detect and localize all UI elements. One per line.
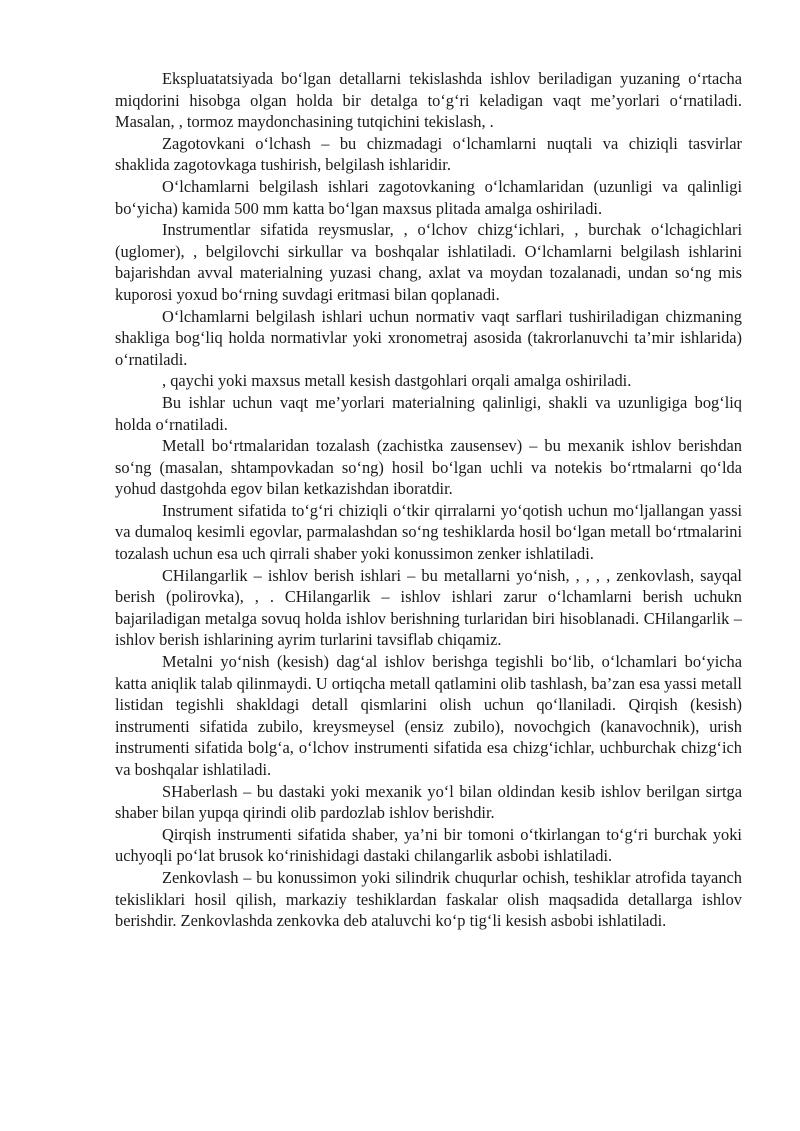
paragraph: CHilangarlik – ishlov berish ishlari – bu metallarni yo‘nish, , , , , zenkovlash, sayqal berish (polirovka), , . CHilangarlik – ishlov ishlari zarur o‘lchamlarni berish uchukn bajariladigan metalga sovuq holda ishlov berishning turlaridan biri hisoblanadi. CHilangarlik – ishlov berish ishlarining ayrim turlarini tavsiflab chiqamiz. [115, 565, 742, 650]
paragraph: Metalni yo‘nish (kesish) dag‘al ishlov berishga tegishli bo‘lib, o‘lchamlari bo‘yicha katta aniqlik talab qilinmaydi. U ortiqcha metall qatlamini olib tashlash, ba’zan esa yassi metall listidan tegishli shakldagi detall qismlarini olish uchun qo‘llaniladi. Qirqish (kesish) instrumenti sifatida zubilo, kreysmeysel (ensiz zubilo), novochgich (kanavochnik), urish instrumenti sifatida bolg‘a, o‘lchov instrumenti sifatida esa chizg‘ichlar, uchburchak chizg‘ich va boshqalar ishlatiladi. [115, 652, 742, 779]
paragraph: O‘lchamlarni belgilash ishlari uchun normativ vaqt sarflari tushiriladigan chizmaning shakliga bog‘liq holda normativlar yoki xronometraj asosida (takrorlanuvchi ta’mir ishlarida) o‘rnatiladi. [115, 306, 742, 369]
paragraph: Qirqish instrumenti sifatida shaber, ya’ni bir tomoni o‘tkirlangan to‘g‘ri burchak yoki uchyoqli po‘lat brusok ko‘rinishidagi dastaki chilangarlik asbobi ishlatiladi. [115, 824, 742, 866]
paragraph: Metall bo‘rtmalaridan tozalash (zachistka zausensev) – bu mexanik ishlov berishdan so‘ng (masalan, shtampovkadan so‘ng) hosil bo‘lgan uchli va notekis bo‘rtmalarni qo‘lda yohud dastgohda egov bilan ketkazishdan iboratdir. [115, 436, 742, 499]
paragraph: Instrument sifatida to‘g‘ri chiziqli o‘tkir qirralarni yo‘qotish uchun mo‘ljallangan yassi va dumaloq kesimli egovlar, parmalashdan so‘ng teshiklarda hosil bo‘lgan metall bo‘rtmalarini tozalash uchun esa uch qirrali shaber yoki konussimon zenker ishlatiladi. [115, 500, 742, 564]
paragraph: Ekspluatatsiyada bo‘lgan detallarni tekislashda ishlov beriladigan yuzaning o‘rtacha miqdorini hisobga olgan holda bir detalga to‘g‘ri keladigan vaqt me’yorlari o‘rnatiladi. Masalan, , tormoz maydonchasining tutqichini tekislash, . [115, 69, 742, 132]
paragraph: SHaberlash – bu dastaki yoki mexanik yo‘l bilan oldindan kesib ishlov berilgan sirtga shaber bilan yupqa qirindi olib pardozlab ishlov berishdir. [115, 781, 742, 823]
paragraph: , qaychi yoki maxsus metall kesish dastgohlari orqali amalga oshiriladi. [162, 371, 632, 391]
paragraph: Instrumentlar sifatida reysmuslar, , o‘lchov chizg‘ichlari, , burchak o‘lchagichlari (uglomer), , belgilovchi sirkullar va boshqalar ishlatiladi. O‘lchamlarni belgilash ishlarini bajarishdan avval materialning yuzasi chang, axlat va moydan tozalanadi, undan so‘ng mis kuporosi yoxud bo‘rning suvdagi eritmasi bilan qoplanadi. [115, 220, 742, 304]
paragraph: O‘lchamlarni belgilash ishlari zagotovkaning o‘lchamlaridan (uzunligi va qalinligi bo‘yicha) kamida 500 mm katta bo‘lgan maxsus plitada amalga oshiriladi. [115, 176, 742, 218]
paragraph: Zenkovlash – bu konussimon yoki silindrik chuqurlar ochish, teshiklar atrofida tayanch tekisliklari hosil qilish, markaziy teshiklardan faskalar olish maqsadida detallarga ishlov berishdir. Zenkovlashda zenkovka deb ataluvchi ko‘p tig‘li kesish asbobi ishlatiladi. [115, 867, 742, 931]
paragraph: Zagotovkani o‘lchash – bu chizmadagi o‘lchamlarni nuqtali va chiziqli tasvirlar shaklida zagotovkaga tushirish, belgilash ishlaridir. [115, 133, 742, 175]
paragraph: Bu ishlar uchun vaqt me’yorlari materialning qalinligi, shakli va uzunligiga bog‘liq holda o‘rnatiladi. [115, 392, 742, 434]
document-page [115, 68, 742, 932]
